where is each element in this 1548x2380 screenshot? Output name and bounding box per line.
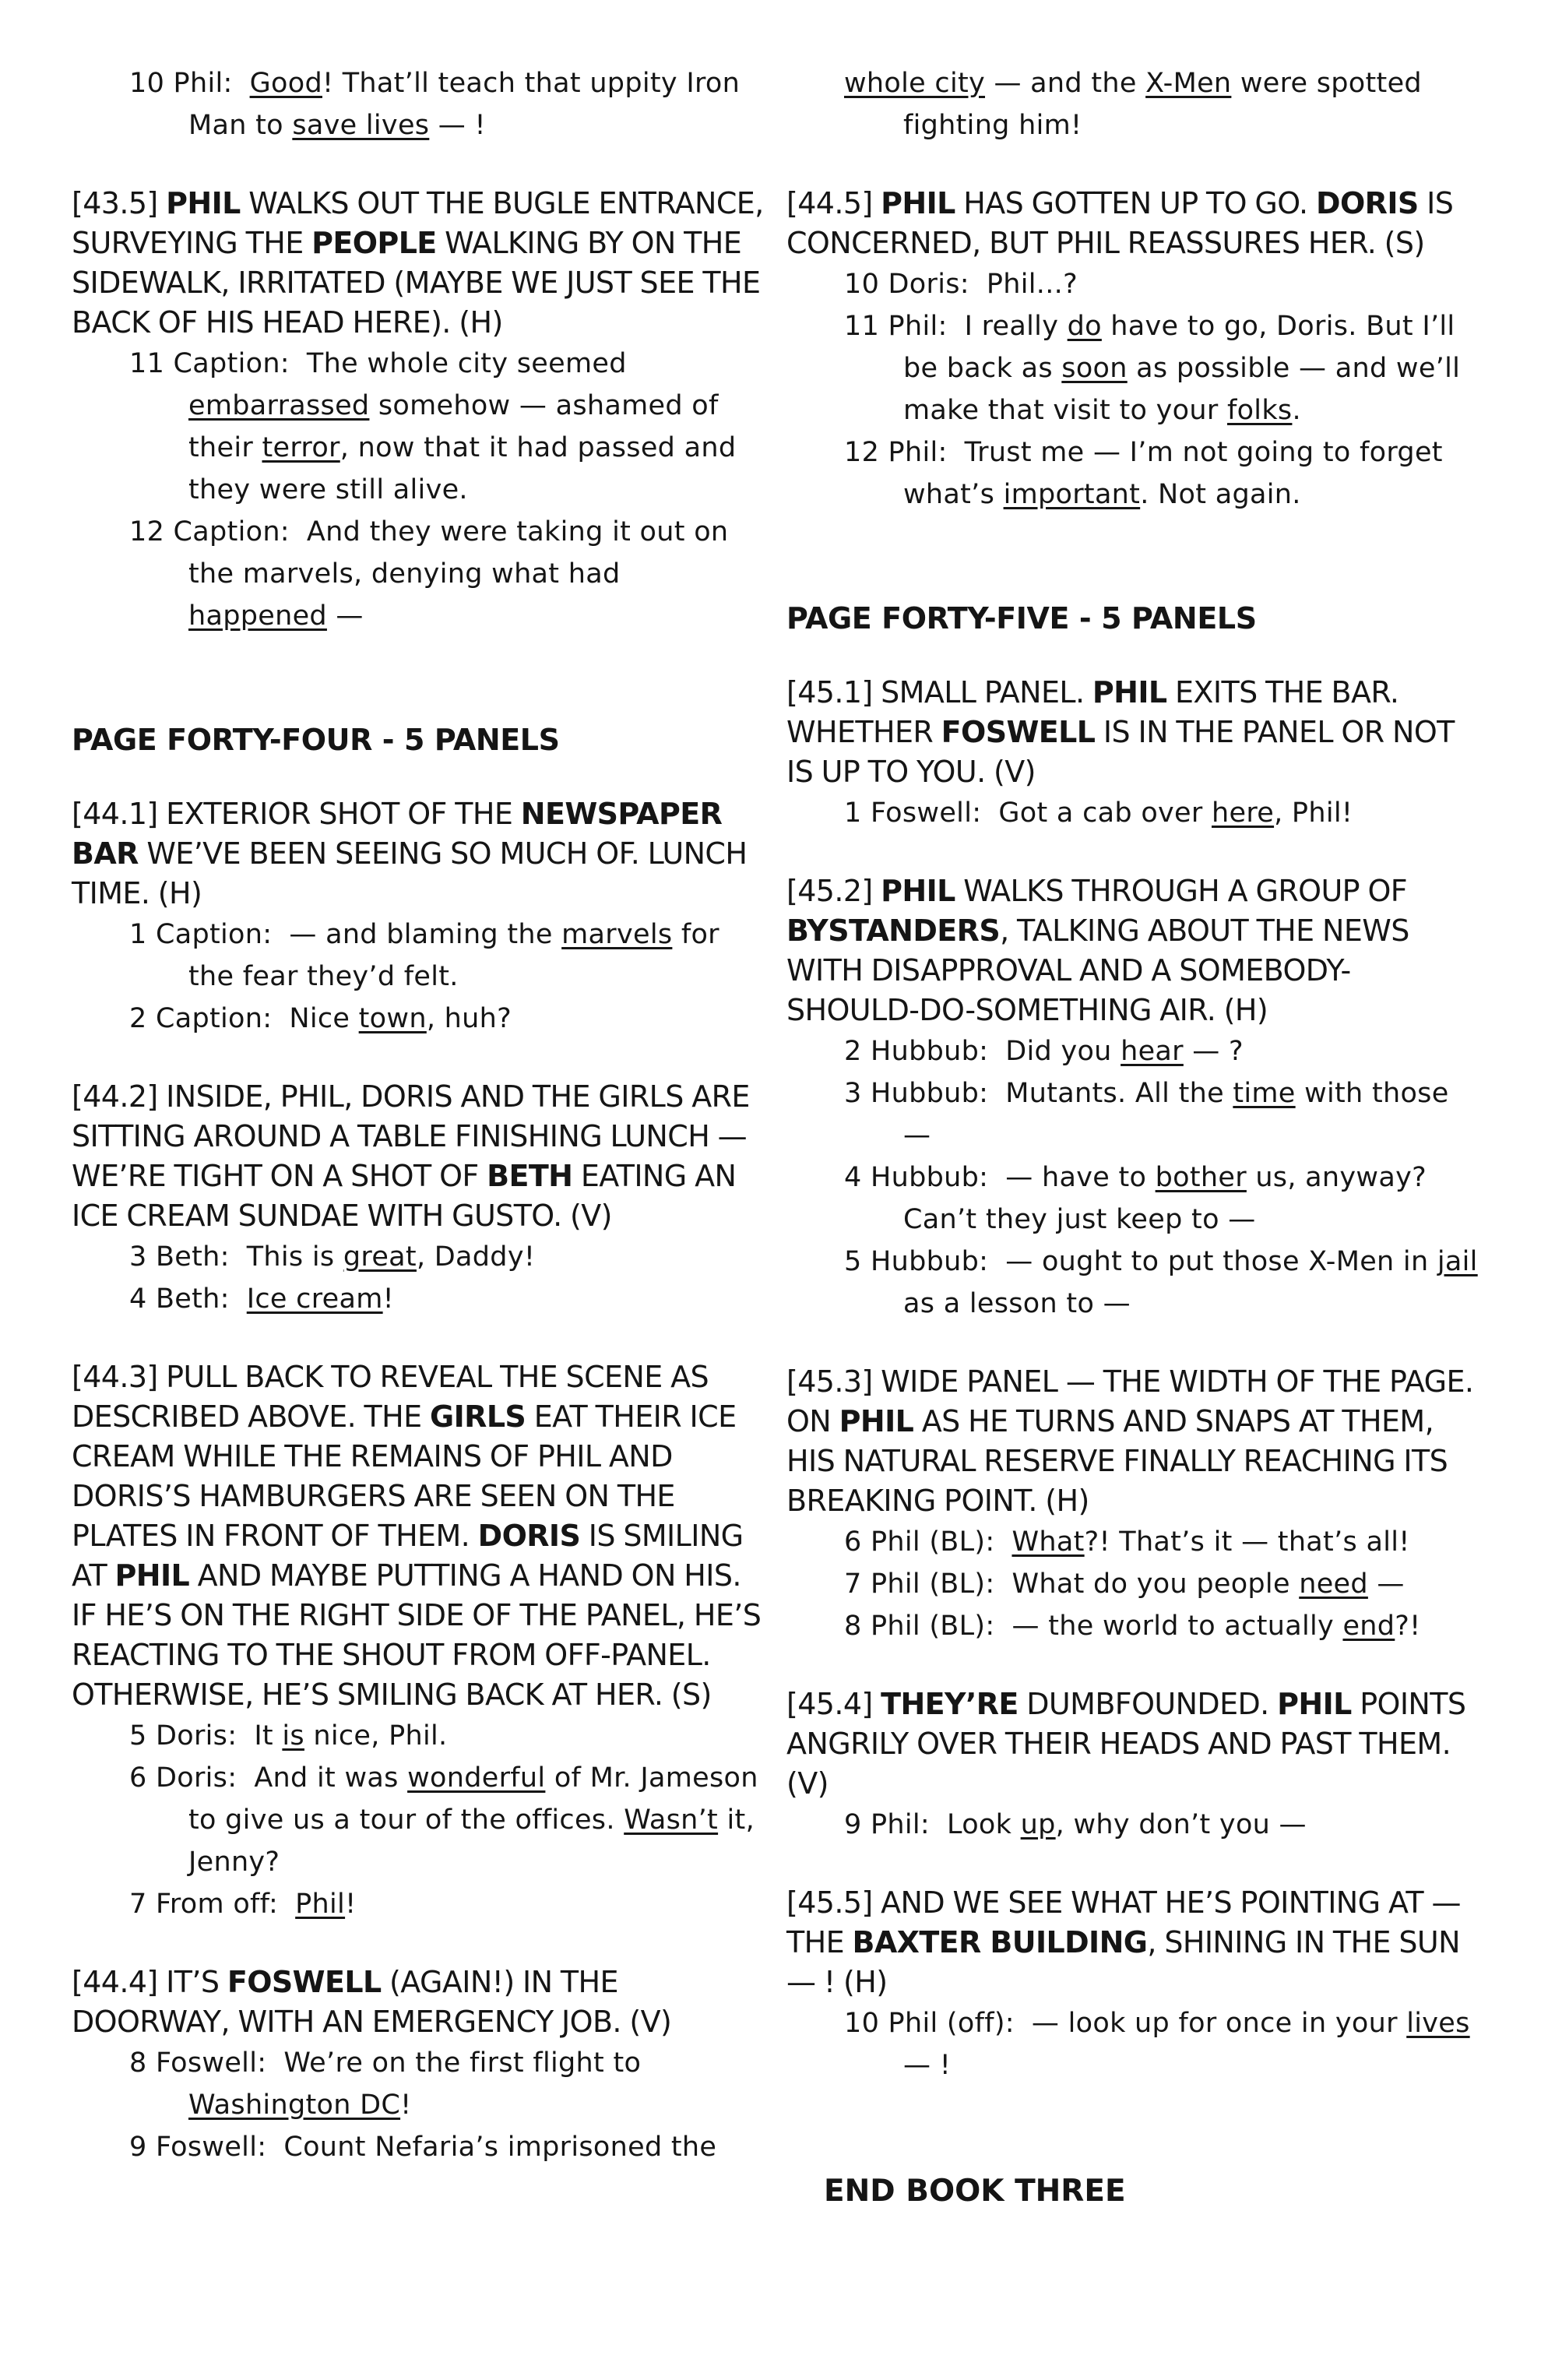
dialogue-line (72, 1236, 765, 1278)
dialogue-text: And it was wonderful of Mr. Jameson to give us a tour of the offices. Wasn’t it, Jenny? (188, 1762, 758, 1878)
speaker-label: 5 Hubbub: (844, 1246, 989, 1277)
speaker-label: 1 Foswell: (844, 797, 982, 829)
speaker-label: 12 Phil: (844, 437, 948, 468)
panel-block (786, 1362, 1479, 1647)
dialogue-text: — ought to put those X-Men in jail as a lesson to — (903, 1246, 1478, 1319)
panel-block (786, 184, 1479, 516)
speaker-label: 4 Hubbub: (844, 1162, 989, 1193)
dialogue-text: Trust me — I’m not going to forget what’s important. Not again. (903, 437, 1443, 510)
panel-block (72, 1963, 765, 2168)
dialogue-text: Count Nefaria’s imprisoned the (283, 2132, 717, 2163)
dialogue-line (786, 305, 1479, 431)
panel-description: [45.4] THEY’RE DUMBFOUNDED. PHIL POINTS ANGRILY OVER THEIR HEADS AND PAST THEM. (V) (786, 1687, 1466, 1801)
dialogue-line (786, 1030, 1479, 1072)
panel-description: [45.1] SMALL PANEL. PHIL EXITS THE BAR. WHETHER FOSWELL IS IN THE PANEL OR NOT IS UP TO YOU. (V) (786, 675, 1455, 789)
dialogue-text: The whole city seemed embarrassed somehow — ashamed of their terror, now that it had passed and they were still alive. (188, 348, 737, 505)
dialogue-line (72, 62, 765, 146)
speaker-label: 2 Hubbub: (844, 1036, 989, 1067)
dialogue-line (72, 2042, 765, 2126)
carryover-lines (786, 62, 1479, 146)
dialogue-text: It is nice, Phil. (254, 1720, 448, 1752)
dialogue-text: Phil...? (986, 269, 1078, 300)
speaker-label: 8 Phil (BL): (844, 1611, 995, 1642)
dialogue-text: — and blaming the marvels for the fear they’d felt. (188, 919, 719, 992)
panels-group-a (786, 184, 1479, 516)
dialogue-line (72, 998, 765, 1040)
dialogue-line (72, 1883, 765, 1925)
speaker-label: 9 Phil: (844, 1809, 931, 1840)
speaker-label: 3 Hubbub: (844, 1078, 989, 1109)
speaker-label: 9 Foswell: (129, 2132, 267, 2163)
panels-group-b (786, 673, 1479, 2086)
dialogue-line (786, 1605, 1479, 1647)
panel-block (786, 871, 1479, 1325)
panel-block (72, 1077, 765, 1320)
speaker-label: 3 Beth: (129, 1241, 230, 1273)
panel-block (786, 1883, 1479, 2086)
speaker-label: 4 Beth: (129, 1283, 230, 1315)
panel-description: [44.3] PULL BACK TO REVEAL THE SCENE AS DESCRIBED ABOVE. THE GIRLS EAT THEIR ICE CREAM WHILE THE REMAINS OF PHIL AND DORIS’S HAMBURGERS ARE SEEN ON THE PLATES IN FRONT OF THEM. DORIS IS SMILING AT PHIL AND MAYBE PUTTING A HAND ON HIS. IF HE’S ON THE RIGHT SIDE OF THE PANEL, HE’S REACTING TO THE SHOUT FROM OFF-PANEL. OTHERWISE, HE’S SMILING BACK AT HER. (S) (72, 1360, 762, 1712)
panel-description: [43.5] PHIL WALKS OUT THE BUGLE ENTRANCE, SURVEYING THE PEOPLE WALKING BY ON THE SIDEWALK, IRRITATED (MAYBE WE JUST SEE THE BACK OF HIS HEAD HERE). (H) (72, 186, 764, 340)
speaker-label: 7 From off: (129, 1889, 279, 1920)
dialogue-text: Phil! (295, 1889, 357, 1920)
dialogue-text: Got a cab over here, Phil! (998, 797, 1353, 829)
panel-description: [44.5] PHIL HAS GOTTEN UP TO GO. DORIS IS CONCERNED, BUT PHIL REASSURES HER. (S) (786, 186, 1454, 260)
dialogue-text: Nice town, huh? (289, 1003, 512, 1034)
dialogue-text: — have to bother us, anyway? Can’t they just keep to — (903, 1162, 1427, 1235)
speaker-label: 5 Doris: (129, 1720, 237, 1752)
dialogue-text: This is great, Daddy! (246, 1241, 536, 1273)
speaker-label: 11 Caption: (129, 348, 290, 379)
panel-description: [44.2] INSIDE, PHIL, DORIS AND THE GIRLS ARE SITTING AROUND A TABLE FINISHING LUNCH — WE’RE TIGHT ON A SHOT OF BETH EATING AN ICE CREAM SUNDAE WITH GUSTO. (V) (72, 1079, 750, 1233)
speaker-label: 6 Doris: (129, 1762, 237, 1794)
dialogue-line (72, 1278, 765, 1320)
page-heading: PAGE FORTY-FOUR - 5 PANELS (72, 723, 560, 757)
speaker-label: 1 Caption: (129, 919, 273, 950)
dialogue-line (786, 263, 1479, 305)
panel-description: [45.2] PHIL WALKS THROUGH A GROUP OF BYSTANDERS, TALKING ABOUT THE NEWS WITH DISAPPROVAL AND A SOMEBODY-SHOULD-DO-SOMETHING AIR. (H) (786, 874, 1409, 1027)
panel-description: [45.3] WIDE PANEL — THE WIDTH OF THE PAGE. ON PHIL AS HE TURNS AND SNAPS AT THEM, HIS NATURAL RESERVE FINALLY REACHING ITS BREAKING POINT. (H) (786, 1364, 1474, 1518)
dialogue-text: What do you people need — (1011, 1568, 1405, 1600)
panels-group-a (72, 184, 765, 637)
dialogue-text: We’re on the first flight to Washington DC! (188, 2047, 642, 2121)
dialogue-text: Look up, why don’t you — (947, 1809, 1307, 1840)
dialogue-line (72, 1757, 765, 1883)
carryover-lines (72, 62, 765, 146)
dialogue-line (786, 792, 1479, 834)
dialogue-text: — the world to actually end?! (1011, 1611, 1421, 1642)
speaker-label: 10 Phil: (129, 68, 233, 99)
speaker-label: 10 Doris: (844, 269, 969, 300)
panel-block (786, 673, 1479, 834)
end-text: END BOOK THREE (824, 2174, 1126, 2209)
dialogue-line (786, 1241, 1479, 1325)
dialogue-line (786, 62, 1479, 146)
panel-block (72, 1357, 765, 1925)
speaker-label: 12 Caption: (129, 516, 290, 547)
panels-group-b (72, 794, 765, 2168)
left-column (72, 0, 765, 2168)
panel-description: [45.5] AND WE SEE WHAT HE’S POINTING AT — THE BAXTER BUILDING, SHINING IN THE SUN — ! (H) (786, 1885, 1461, 1999)
speaker-label: 8 Foswell: (129, 2047, 267, 2079)
speaker-label: 10 Phil (off): (844, 2008, 1015, 2039)
panel-block (72, 794, 765, 1040)
dialogue-text: — look up for once in your lives — ! (903, 2008, 1470, 2081)
dialogue-line (786, 1804, 1479, 1846)
dialogue-line (72, 511, 765, 637)
dialogue-line (786, 1563, 1479, 1605)
dialogue-line (72, 914, 765, 998)
speaker-label: 6 Phil (BL): (844, 1526, 995, 1558)
panel-description: [44.4] IT’S FOSWELL (AGAIN!) IN THE DOORWAY, WITH AN EMERGENCY JOB. (V) (72, 1965, 672, 2039)
dialogue-text: whole city — and the X-Men were spotted fighting him! (844, 68, 1422, 141)
dialogue-text: Ice cream! (246, 1283, 394, 1315)
page-heading: PAGE FORTY-FIVE - 5 PANELS (786, 601, 1257, 635)
panel-description: [44.1] EXTERIOR SHOT OF THE NEWSPAPER BAR WE’VE BEEN SEEING SO MUCH OF. LUNCH TIME. (H) (72, 797, 748, 910)
dialogue-line (786, 1157, 1479, 1241)
speaker-label: 7 Phil (BL): (844, 1568, 995, 1600)
dialogue-text: Mutants. All the time with those — (903, 1078, 1449, 1151)
dialogue-line (72, 2126, 765, 2168)
dialogue-line (786, 2002, 1479, 2086)
speaker-label: 2 Caption: (129, 1003, 273, 1034)
dialogue-line (786, 1072, 1479, 1157)
dialogue-text: I really do have to go, Doris. But I’ll be back as soon as possible — and we’ll make that visit to your folks. (903, 311, 1461, 426)
right-column (786, 0, 1479, 2209)
dialogue-line (72, 1715, 765, 1757)
dialogue-line (72, 343, 765, 511)
dialogue-text: Good! That’ll teach that uppity Iron Man to save lives — ! (188, 68, 741, 141)
panel-block (786, 1685, 1479, 1846)
dialogue-text: And they were taking it out on the marvels, denying what had happened — (188, 516, 729, 632)
dialogue-text: What?! That’s it — that’s all! (1011, 1526, 1410, 1558)
speaker-label: 11 Phil: (844, 311, 948, 342)
dialogue-line (786, 1521, 1479, 1563)
dialogue-line (786, 431, 1479, 516)
dialogue-text: Did you hear — ? (1005, 1036, 1244, 1067)
panel-block (72, 184, 765, 637)
